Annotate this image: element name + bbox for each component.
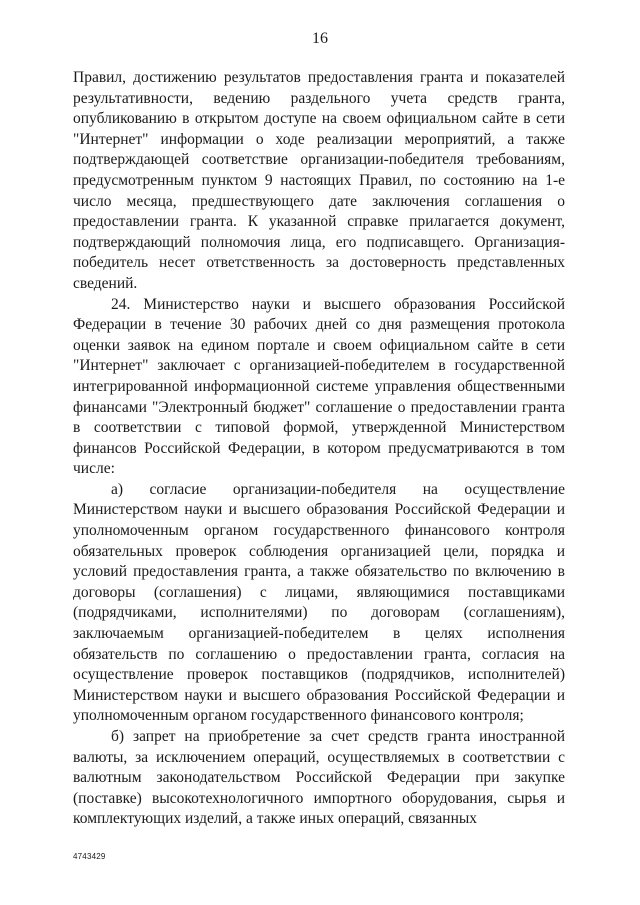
paragraph-item-24: 24. Министерство науки и высшего образования Российской Федерации в течение 30 рабочих дней со дня размещения протокола оценки заявок на едином портале и своем официальном сайте в сети "Интернет" заключает с организацией-победителем в государственной интегрированной информационной системе управления общественными финансами "Электронный бюджет" соглашение о предоставлении гранта в соответствии с типовой формой, утвержденной Министерством финансов Российской Федерации, в котором предусматриваются в том числе: xyxy=(73,295,565,478)
document-body xyxy=(73,68,565,830)
paragraph-subitem-a: а) согласие организации-победителя на осуществление Министерством науки и высшего образования Российской Федерации и уполномоченным органом государственного финансового контроля обязательных проверок соблюдения организацией цели, порядка и условий предоставления гранта, а также обязательство по включению в договоры (соглашения) с лицами, являющимися поставщиками (подрядчиками, исполнителями) по договорам (соглашениям), заключаемым организацией-победителем в целях исполнения обязательств по соглашению о предоставлении гранта, согласия на осуществление проверок поставщиков (подрядчиков, исполнителей) Министерством науки и высшего образования Российской Федерации и уполномоченным органом государственного финансового контроля; xyxy=(73,480,565,725)
paragraph-continuation: Правил, достижению результатов предоставления гранта и показателей результативности, ведению раздельного учета средств гранта, опубликованию в открытом доступе на своем официальном сайте в сети "Интернет" информации о ходе реализации мероприятий, а также подтверждающей соответствие организации-победителя требованиям, предусмотренным пунктом 9 настоящих Правил, по состоянию на 1-е число месяца, предшествующего дате заключения соглашения о предоставлении гранта. К указанной справке прилагается документ, подтверждающий полномочия лица, его подписавщего. Организация-победитель несет ответственность за достоверность представленных сведений. xyxy=(73,69,565,292)
page-number: 16 xyxy=(312,30,328,47)
paragraph-subitem-b: б) запрет на приобретение за счет средств гранта иностранной валюты, за исключением операций, осуществляемых в соответствии с валютным законодательством Российской Федерации при закупке (поставке) высокотехнологичного импортного оборудования, сырья и комплектующих изделий, а также иных операций, связанных xyxy=(73,728,565,828)
document-code: 4743429 xyxy=(73,852,106,861)
